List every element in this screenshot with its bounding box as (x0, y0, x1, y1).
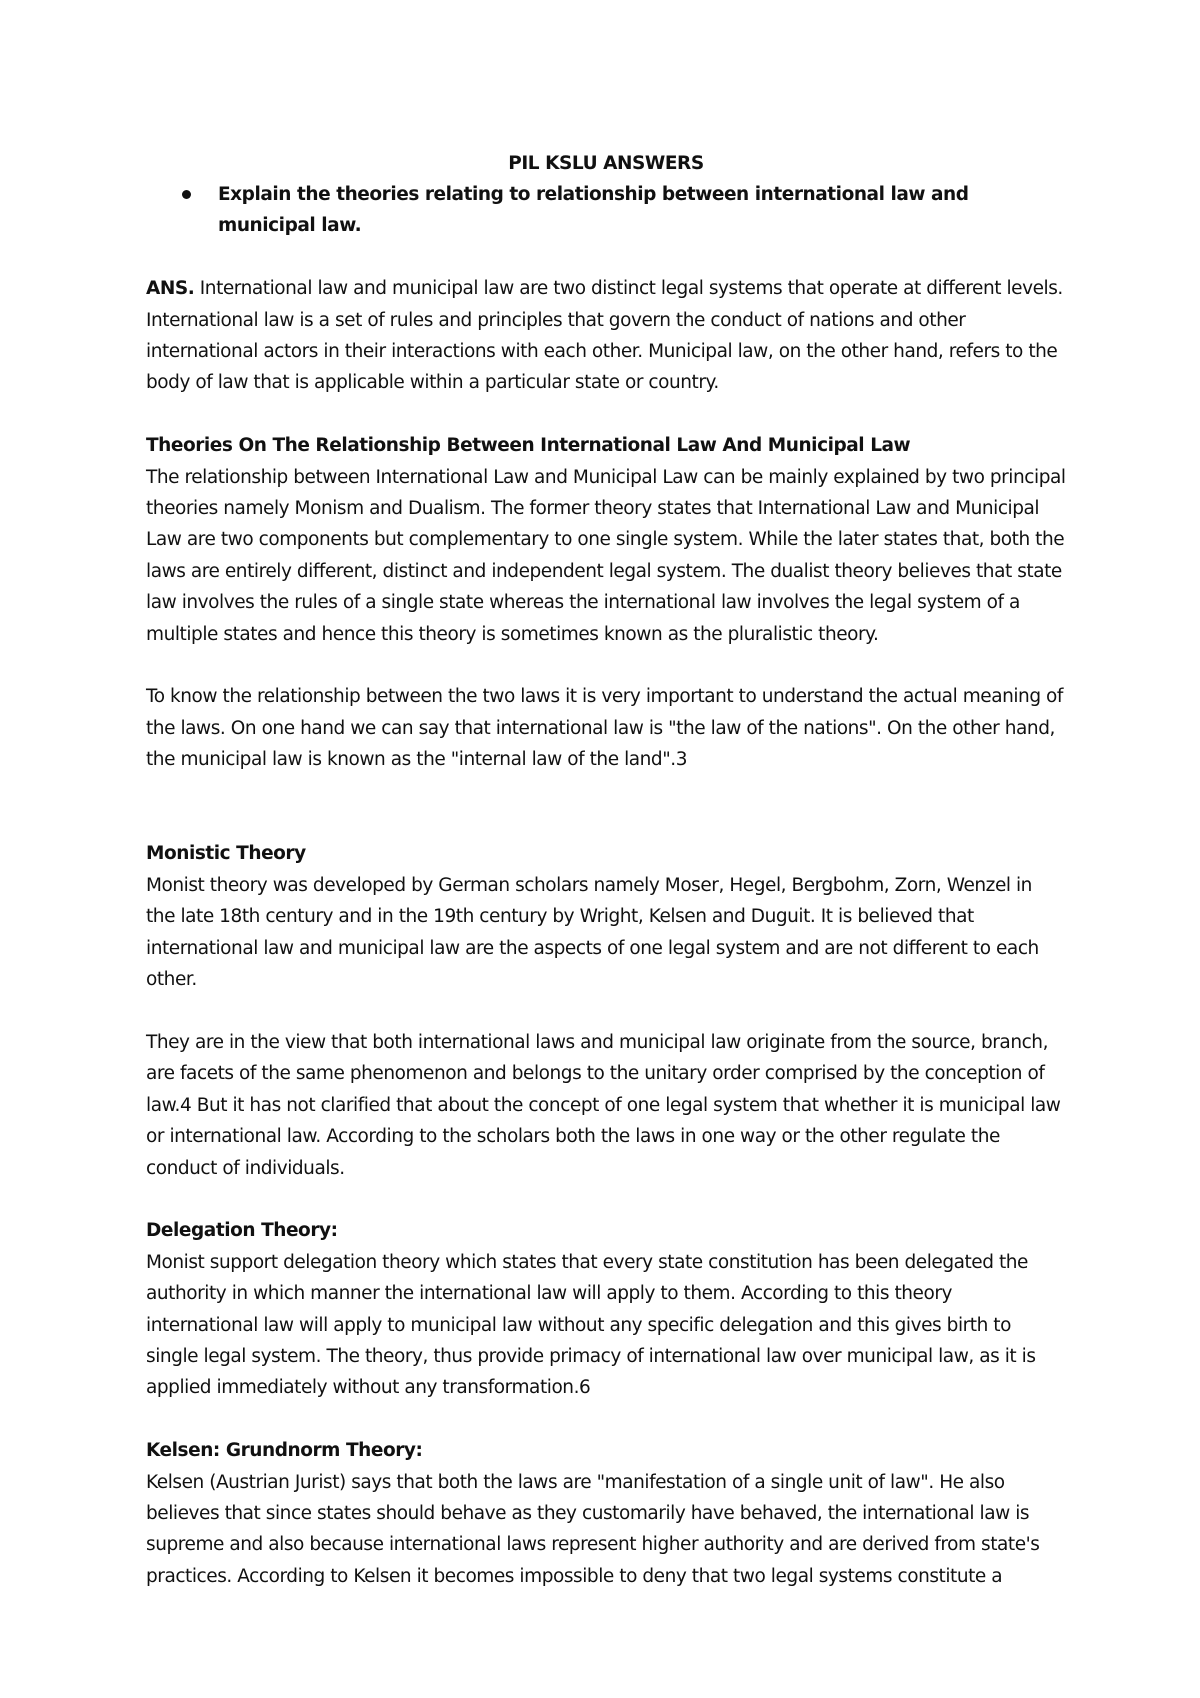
paragraph: The relationship between International Law and Municipal Law can be mainly explained by two principal theories namely Monism and Dualism. The former theory states that International Law and Municipal Law are two components but complementary to one single system. While the later states that, both the laws are entirely different, distinct and independent legal system. The dualist theory believes that state law involves the rules of a single state whereas the international law involves the legal system of a multiple states and hence this theory is sometimes known as the pluralistic theory. (146, 466, 1066, 645)
document-body (146, 148, 1066, 1592)
question-item (146, 179, 1066, 242)
page-title: PIL KSLU ANSWERS (508, 153, 704, 174)
spacer (146, 996, 1066, 1027)
paragraph: Monist theory was developed by German scholars namely Moser, Hegel, Bergbohm, Zorn, Wenzel in the late 18th century and in the 19th century by Wright, Kelsen and Duguit. It is believed that international law and municipal law are the aspects of one legal system and are not different to each other. (146, 874, 1039, 991)
section-heading-delegation: Delegation Theory: (146, 1220, 338, 1242)
answer-label: ANS. (146, 278, 195, 300)
bullet-icon (182, 190, 191, 199)
paragraph: They are in the view that both international laws and municipal law originate from the source, branch, are facets of the same phenomenon and belongs to the unitary order comprised by the conception of law.4 But it has not clarified that about the concept of one legal system that whether it is municipal law or international law. According to the scholars both the laws in one way or the other regulate the conduct of individuals. (146, 1031, 1061, 1179)
spacer (146, 776, 1066, 839)
spacer (146, 1404, 1066, 1435)
spacer (146, 242, 1066, 273)
paragraph: Kelsen (Austrian Jurist) says that both the laws are "manifestation of a single unit of law". He also believes that since states should behave as they customarily have behaved, the international law is supreme and also because international laws represent higher authority and are derived from state's practices. According to Kelsen it becomes impossible to deny that two legal systems constitute a (146, 1471, 1040, 1587)
answer-text: International law and municipal law are two distinct legal systems that operate at different levels. International law is a set of rules and principles that govern the conduct of nations and other international actors in their interactions with each other. Municipal law, on the other hand, refers to the body of law that is applicable within a particular state or country. (146, 278, 1063, 394)
section-heading-theories: Theories On The Relationship Between International Law And Municipal Law (146, 435, 911, 457)
spacer (146, 650, 1066, 681)
section-heading-monistic: Monistic Theory (146, 843, 306, 865)
paragraph: To know the relationship between the two laws it is very important to understand the actual meaning of the laws. On one hand we can say that international law is "the law of the nations". On the other hand, the municipal law is known as the "internal law of the land".3 (146, 686, 1063, 771)
question-text: Explain the theories relating to relationship between international law and municipal law. (218, 184, 969, 237)
spacer (146, 399, 1066, 430)
answer-paragraph (146, 273, 1066, 399)
section-heading-kelsen: Kelsen: Grundnorm Theory: (146, 1440, 423, 1462)
spacer (146, 1184, 1066, 1215)
paragraph: Monist support delegation theory which states that every state constitution has been delegated the authority in which manner the international law will apply to them. According to this theory international law will apply to municipal law without any specific delegation and this gives birth to single legal system. The theory, thus provide primacy of international law over municipal law, as it is applied immediately without any transformation.6 (146, 1251, 1036, 1399)
